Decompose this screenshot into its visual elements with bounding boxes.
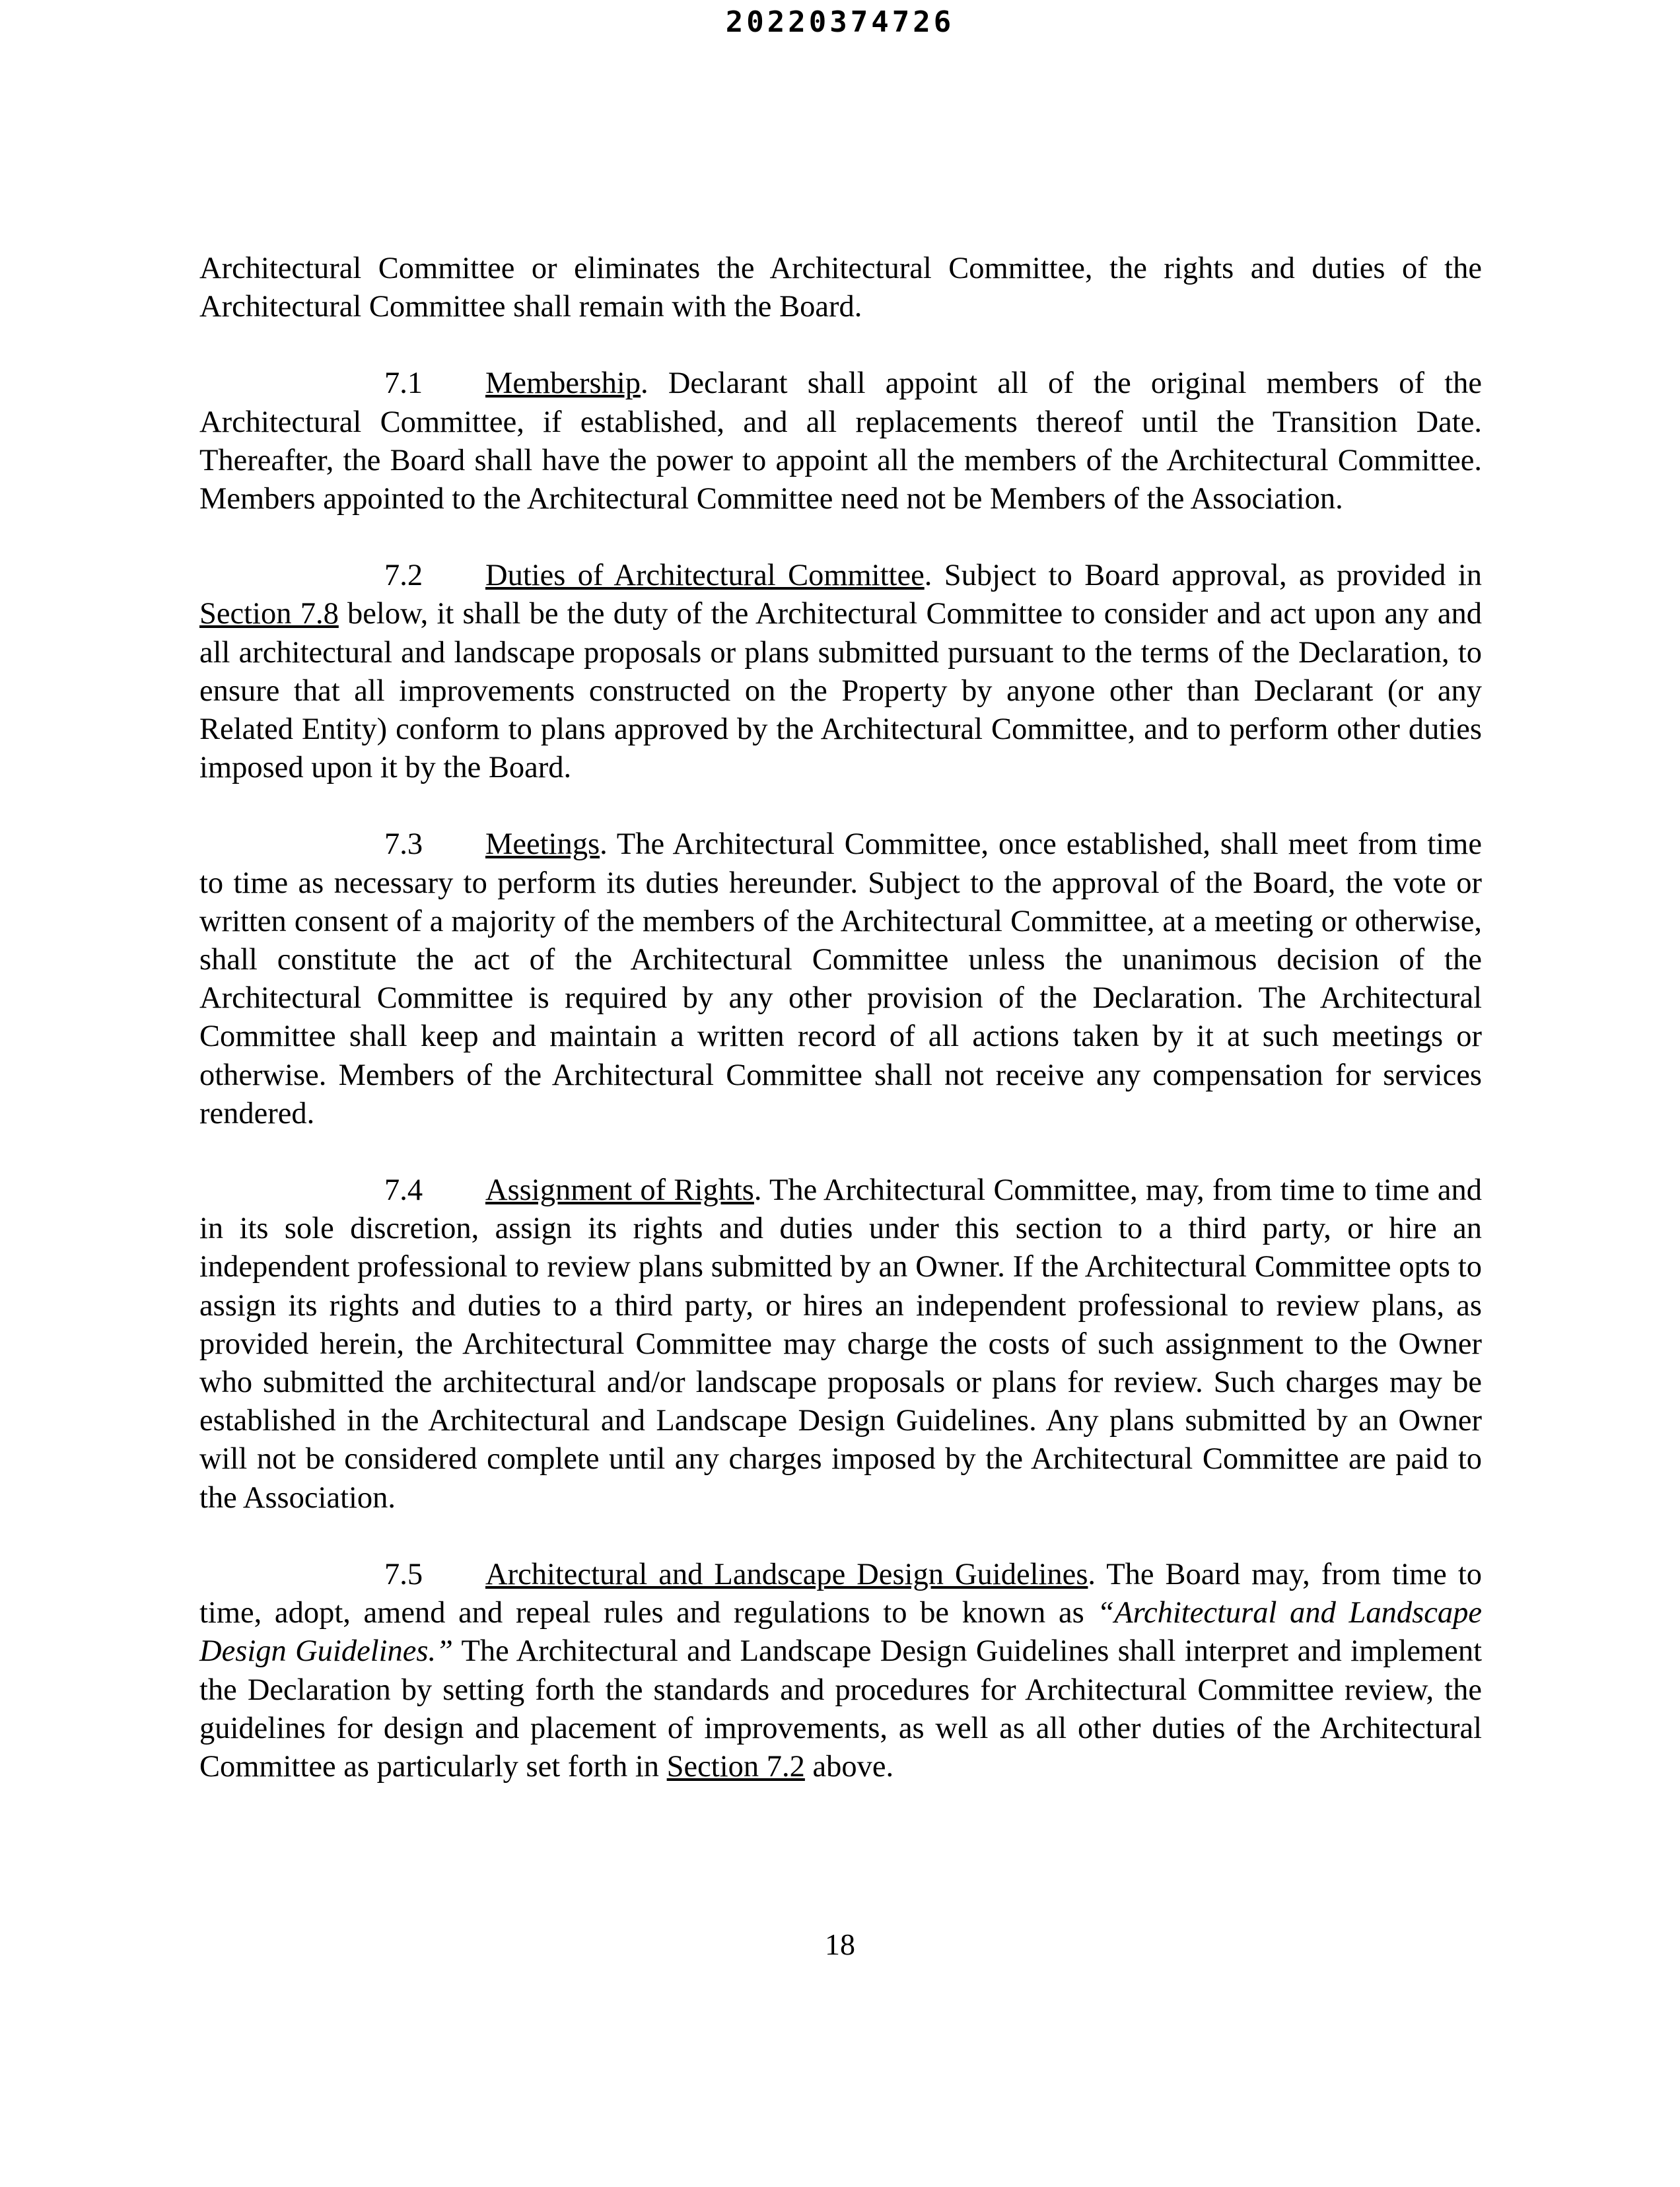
section-text: . Declarant shall appoint all of the original members of the Architectural Committee, if established, and all replacements thereof until the Transition Date. Thereafter, the Board shall have the power to appoint all the members of the Architectural Committee. Members appointed to the Architectural Committee need not be Members of the Association. — [199, 366, 1482, 516]
section-heading: Duties of Architectural Committee — [485, 559, 925, 593]
document-number: 20220374726 — [725, 5, 955, 39]
section-text: . Subject to Board approval, as provided in — [924, 559, 1482, 593]
section-reference: Section 7.8 — [199, 597, 339, 631]
section-text: . The Architectural Committee, once established, shall meet from time to time as necessary to perform its duties hereunder. Subject to the approval of the Board, the vote or written consent of a majority of the members of the Architectural Committee, at a meeting or otherwise, shall constitute the act of the Architectural Committee unless the unanimous decision of the Architectural Committee is required by any other provision of the Declaration. The Architectural Committee shall keep and maintain a written record of all actions taken by it at such meetings or otherwise. Members of the Architectural Committee shall not receive any compensation for services rendered. — [199, 827, 1482, 1130]
section-number: 7.3 — [384, 827, 423, 862]
section-7-3 — [199, 825, 1482, 1133]
page-number: 18 — [825, 1927, 855, 1961]
section-heading: Architectural and Landscape Design Guidelines — [485, 1557, 1088, 1591]
section-heading: Meetings — [485, 827, 600, 862]
intro-paragraph: Architectural Committee or eliminates the Architectural Committee, the rights and duties of the Architectural Committee shall remain with the Board. — [199, 252, 1482, 324]
section-7-2 — [199, 557, 1482, 787]
section-reference: Section 7.2 — [666, 1749, 805, 1784]
section-number: 7.5 — [384, 1557, 423, 1591]
section-text: . The Architectural Committee, may, from time to time and in its sole discretion, assign its rights and duties under this section to a third party, or hire an independent professional to review plans submitted by an Owner. If the Architectural Committee opts to assign its rights and duties to a third party, or hires an independent professional to review plans, as provided herein, the Architectural Committee may charge the costs of such assignment to the Owner who submitted the architectural and/or landscape proposals or plans for review. Such charges may be established in the Architectural and Landscape Design Guidelines. Any plans submitted by an Owner will not be considered complete until any charges imposed by the Architectural Committee are paid to the Association. — [199, 1173, 1482, 1515]
section-text: The Architectural and Landscape Design Guidelines shall interpret and implement the Declaration by setting forth the standards and procedures for Architectural Committee review, the guidelines for design and placement of improvements, as well as all other duties of the Architectural Committee as particularly set forth in — [199, 1634, 1482, 1784]
section-number: 7.1 — [384, 366, 423, 401]
section-7-5 — [199, 1556, 1482, 1786]
section-7-1 — [199, 364, 1482, 518]
defined-term-quote: “Architectural and Landscape Design Guidelines.” — [199, 1596, 1482, 1669]
section-text: above. — [804, 1749, 894, 1784]
section-heading: Assignment of Rights — [485, 1173, 754, 1208]
page-body — [199, 250, 1482, 1824]
section-number: 7.4 — [384, 1173, 423, 1208]
section-number: 7.2 — [384, 559, 423, 593]
section-text: below, it shall be the duty of the Architectural Committee to consider and act upon any and all architectural and landscape proposals or plans submitted pursuant to the terms of the Declaration, to ensure that all improvements constructed on the Property by anyone other than Declarant (or any Related Entity) conform to plans approved by the Architectural Committee, and to perform other duties imposed upon it by the Board. — [199, 597, 1482, 785]
section-heading: Membership — [485, 366, 641, 401]
section-7-4 — [199, 1171, 1482, 1517]
section-text: . The Board may, from time to time, adopt, amend and repeal rules and regulations to be known as — [199, 1557, 1482, 1630]
